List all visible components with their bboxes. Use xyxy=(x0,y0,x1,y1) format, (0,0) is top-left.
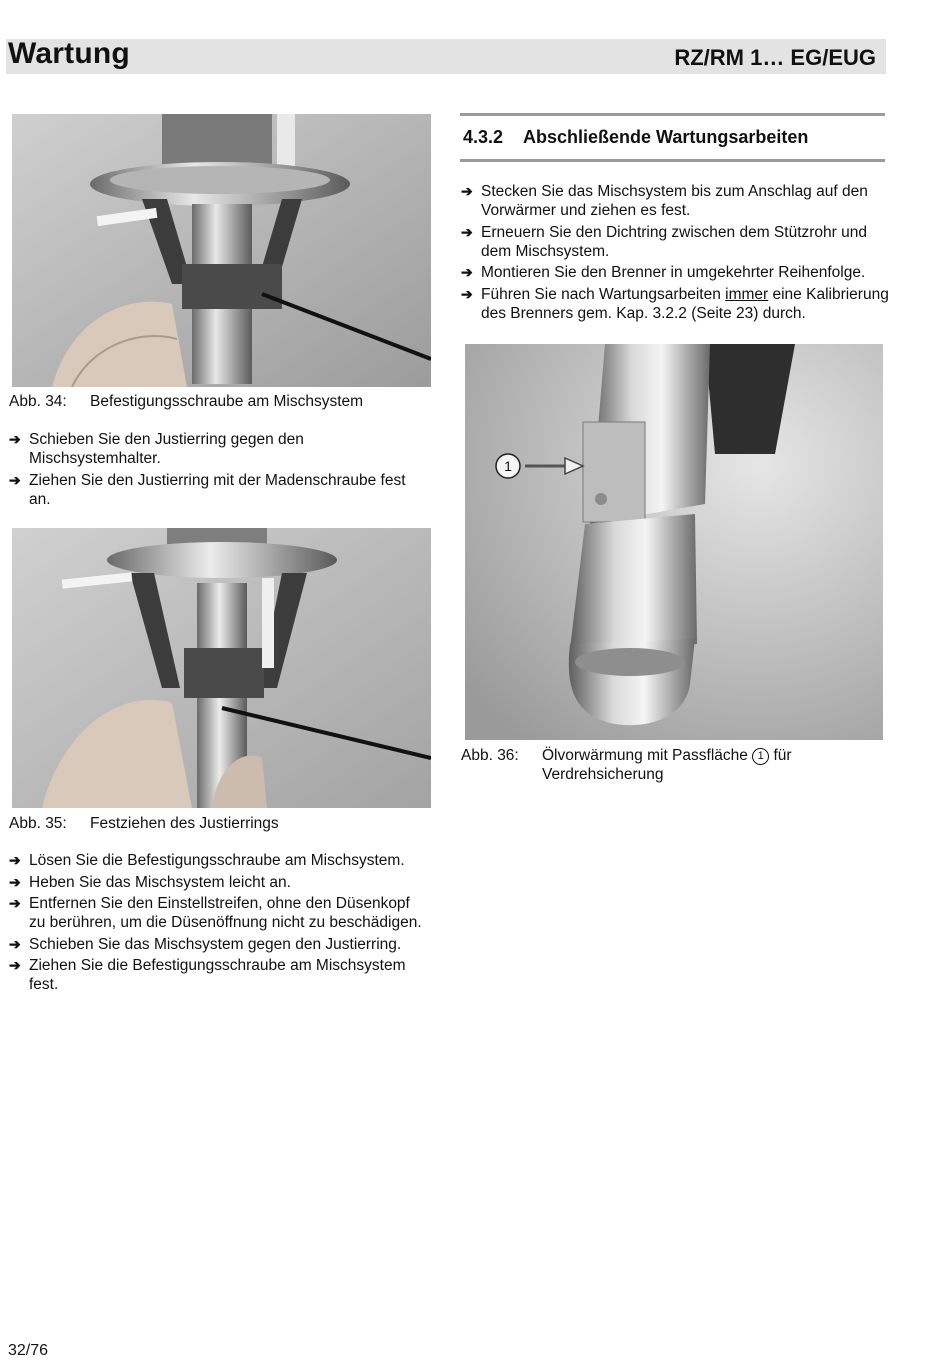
list-item: ➔ Lösen Sie die Befestigungsschraube am Mischsystem. xyxy=(9,852,405,869)
arrow-bullet-icon: ➔ xyxy=(9,873,21,890)
bullet-list-justierring xyxy=(9,430,429,511)
caption-fig36-text: Ölvorwärmung mit Passfläche 1 für Verdrehsicherung xyxy=(542,747,792,783)
bullet-list-final-maintenance xyxy=(461,182,889,325)
photo-fig36 xyxy=(465,344,883,740)
list-item: ➔ Ziehen Sie die Befestigungsschraube am Mischsystem fest. xyxy=(9,957,406,993)
arrow-bullet-icon: ➔ xyxy=(9,895,21,911)
arrow-bullet-icon: ➔ xyxy=(461,183,473,199)
photo-fig34 xyxy=(12,114,431,387)
arrow-bullet-icon: ➔ xyxy=(9,471,21,488)
bullet-list-mischsystem xyxy=(9,851,429,997)
caption-fig36 xyxy=(461,746,891,786)
list-item: ➔ Schieben Sie den Justierring gegen den Mischsystemhalter. xyxy=(9,431,304,467)
list-item: ➔ Heben Sie das Mischsystem leicht an. xyxy=(9,873,291,891)
list-item: ➔ Stecken Sie das Mischsystem bis zum Anschlag auf den Vorwärmer und ziehen es fest. xyxy=(461,183,868,219)
caption-fig34-number: Abb. 34: xyxy=(9,393,67,410)
page-number: 32/76 xyxy=(8,1342,49,1359)
photo-fig35 xyxy=(12,528,431,808)
section-rule-top xyxy=(460,113,885,116)
section-heading xyxy=(463,127,808,148)
caption-fig35-text: Festziehen des Justierrings xyxy=(90,815,279,832)
arrow-bullet-icon: ➔ xyxy=(9,935,21,952)
section-rule-bottom xyxy=(460,159,885,162)
list-item: ➔ Führen Sie nach Wartungsarbeiten immer eine Kalibrierung des Brenners gem. Kap. 3.2.2 (Seite 23) durch. xyxy=(461,285,889,322)
arrow-bullet-icon: ➔ xyxy=(9,431,21,447)
arrow-bullet-icon: ➔ xyxy=(461,285,473,302)
caption-fig34-text: Befestigungsschraube am Mischsystem xyxy=(90,393,364,410)
list-item: ➔ Erneuern Sie den Dichtring zwischen dem Stützrohr und dem Mischsystem. xyxy=(461,223,867,260)
model-label: RZ/RM 1… EG/EUG xyxy=(674,45,876,70)
caption-fig35 xyxy=(9,814,439,834)
arrow-bullet-icon: ➔ xyxy=(9,957,21,973)
svg-text:1: 1 xyxy=(504,458,512,474)
list-item: ➔ Ziehen Sie den Justierring mit der Madenschraube fest an. xyxy=(9,471,406,508)
section-number: 4.3.2 xyxy=(463,127,504,147)
page-title: Wartung xyxy=(8,37,130,70)
emphasis-immer: immer xyxy=(725,285,769,303)
caption-fig34 xyxy=(9,392,439,412)
list-item: ➔ Montieren Sie den Brenner in umgekehrter Reihenfolge. xyxy=(461,264,866,281)
callout-number-icon: 1 xyxy=(752,748,769,765)
section-title: Abschließende Wartungsarbeiten xyxy=(523,127,809,147)
arrow-bullet-icon: ➔ xyxy=(461,223,473,240)
caption-fig35-number: Abb. 35: xyxy=(9,815,67,832)
list-item: ➔ Schieben Sie das Mischsystem gegen den Justierring. xyxy=(9,935,402,953)
list-item: ➔ Entfernen Sie den Einstellstreifen, ohne den Düsenkopf zu berühren, um die Düsenöffnung nicht zu beschädigen. xyxy=(9,895,422,931)
arrow-bullet-icon: ➔ xyxy=(461,264,473,280)
caption-fig36-number: Abb. 36: xyxy=(461,747,519,764)
arrow-bullet-icon: ➔ xyxy=(9,852,21,868)
